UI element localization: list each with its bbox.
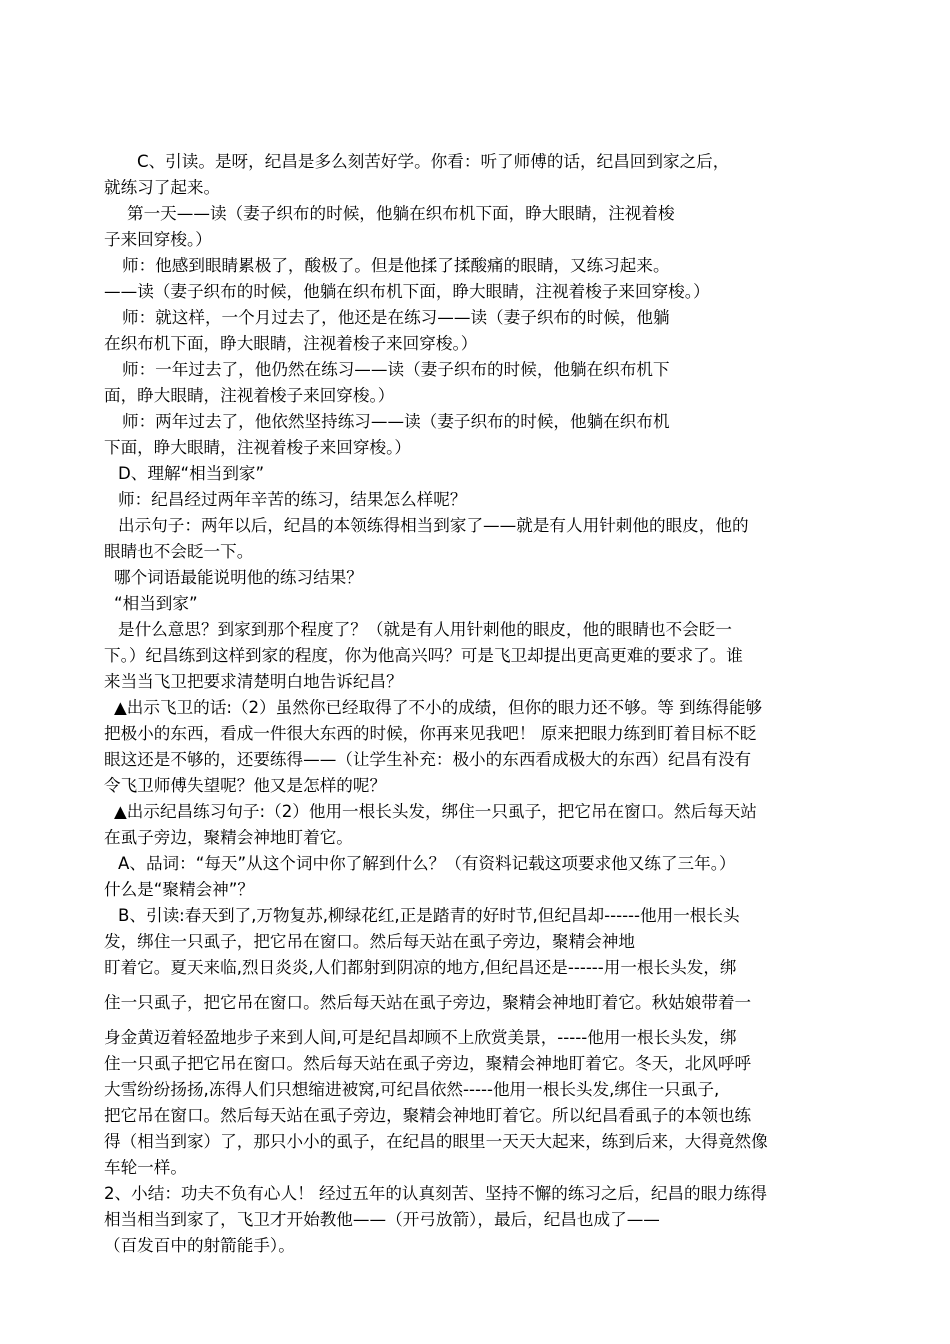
show-sentence-line-1: 出示句子：两年以后，纪昌的本领练得相当到家了——就是有人用针刺他的眼皮，他的 [118,516,749,535]
feiwei-words-line-4: 令飞卫师傅失望呢？他又是怎样的呢？ [104,776,387,795]
section-b-line-7: 大雪纷纷扬扬,冻得人们只想缩进被窝,可纪昌依然-----他用一根长头发,绑住一只虱子, [104,1080,720,1099]
two-years-line-2: 下面，睁大眼睛，注视着梭子来回穿梭。） [104,438,411,457]
section-b-line-5: 身金黄迈着轻盈地步子来到人间,可是纪昌却顾不上欣赏美景，-----他用一根长头发，绑 [104,1028,737,1047]
feiwei-words-line-2: 把极小的东西，看成一件很大东西的时候，你再来见我吧！ 原来把眼力练到盯着目标不眨 [104,724,757,743]
section-b-line-4: 住一只虱子，把它吊在窗口。然后每天站在虱子旁边，聚精会神地盯着它。秋姑娘带着一 [104,993,752,1012]
section-b-line-10: 车轮一样。 [104,1158,187,1177]
jichang-practice-line-1: ▲出示纪昌练习句子:（2）他用一根长头发，绑住一只虱子，把它吊在窗口。然后每天站 [114,802,757,821]
paragraph-c-line-1: C、引读。是呀，纪昌是多么刻苦好学。你看：听了师傅的话，纪昌回到家之后， [137,152,730,171]
section-b-line-6: 住一只虱子把它吊在窗口。然后每天站在虱子旁边，聚精会神地盯着它。冬天，北风呼呼 [104,1054,752,1073]
one-year-line-1: 师：一年过去了，他仍然在练习——读（妻子织布的时候，他躺在织布机下 [122,360,670,379]
one-year-line-2: 面，睁大眼睛，注视着梭子来回穿梭。） [104,386,395,405]
jichang-practice-line-2: 在虱子旁边，聚精会神地盯着它。 [104,828,353,847]
feiwei-words-line-3: 眼这还是不够的，还要练得——（让学生补充：极小的东西看成极大的东西）纪昌有没有 [104,750,752,769]
meaning-line-1: 是什么意思？到家到那个程度了？（就是有人用针刺他的眼皮，他的眼睛也不会眨一 [118,620,732,639]
show-sentence-line-2: 眼睛也不会眨一下。 [104,542,254,561]
meaning-line-2: 下。）纪昌练到这样到家的程度，你为他高兴吗？可是飞卫却提出更高更难的要求了。谁 [104,646,743,665]
read-again-line: ——读（妻子织布的时候，他躺在织布机下面，睁大眼睛，注视着梭子来回穿梭。） [104,282,710,301]
teacher-result-question: 师：纪昌经过两年辛苦的练习，结果怎么样呢？ [118,490,467,509]
section-d-heading: D、理解“相当到家” [118,464,265,483]
two-years-line-1: 师：两年过去了，他依然坚持练习——读（妻子织布的时候，他躺在织布机 [122,412,670,431]
first-day-line-1: 第一天——读（妻子织布的时候，他躺在织布机下面，睁大眼睛，注视着梭 [127,204,675,223]
section-a-line-2: 什么是“聚精会神”？ [104,880,254,899]
section-b-line-2: 发，绑住一只虱子，把它吊在窗口。然后每天站在虱子旁边，聚精会神地 [104,932,635,951]
section-b-line-3: 盯着它。夏天来临,烈日炎炎,人们都射到阴凉的地方,但纪昌还是------用一根长头发，绑 [104,958,737,977]
paragraph-c-line-2: 就练习了起来。 [104,178,221,197]
section-b-line-1: B、引读:春天到了,万物复苏,柳绿花红,正是踏青的好时节,但纪昌却------他用一根长头 [118,906,740,925]
section-a-line-1: A、品词：“每天”从这个词中你了解到什么？（有资料记载这项要求他又练了三年。） [118,854,736,873]
first-day-line-2: 子来回穿梭。） [104,230,212,249]
quoted-term: “相当到家” [114,594,198,613]
teacher-tired-line: 师：他感到眼睛累极了，酸极了。但是他揉了揉酸痛的眼睛，又练习起来。 [122,256,670,275]
which-word-question: 哪个词语最能说明他的练习结果？ [114,568,363,587]
one-month-line-2: 在织布机下面，睁大眼睛，注视着梭子来回穿梭。） [104,334,478,353]
summary-line-3: （百发百中的射箭能手）。 [104,1236,295,1255]
summary-line-1: 2、小结：功夫不负有心人！ 经过五年的认真刻苦、坚持不懈的练习之后，纪昌的眼力练得 [104,1184,767,1203]
one-month-line-1: 师：就这样，一个月过去了，他还是在练习——读（妻子织布的时候，他躺 [122,308,670,327]
summary-line-2: 相当相当到家了，飞卫才开始教他——（开弓放箭），最后，纪昌也成了—— [104,1210,660,1229]
feiwei-words-line-1: ▲出示飞卫的话:（2）虽然你已经取得了不小的成绩，但你的眼力还不够。等 到练得能够 [114,698,763,717]
section-b-line-8: 把它吊在窗口。然后每天站在虱子旁边，聚精会神地盯着它。所以纪昌看虱子的本领也练 [104,1106,752,1125]
meaning-line-3: 来当当飞卫把要求清楚明白地告诉纪昌？ [104,672,403,691]
section-b-line-9: 得（相当到家）了，那只小小的虱子，在纪昌的眼里一天天大起来，练到后来，大得竟然像 [104,1132,768,1151]
